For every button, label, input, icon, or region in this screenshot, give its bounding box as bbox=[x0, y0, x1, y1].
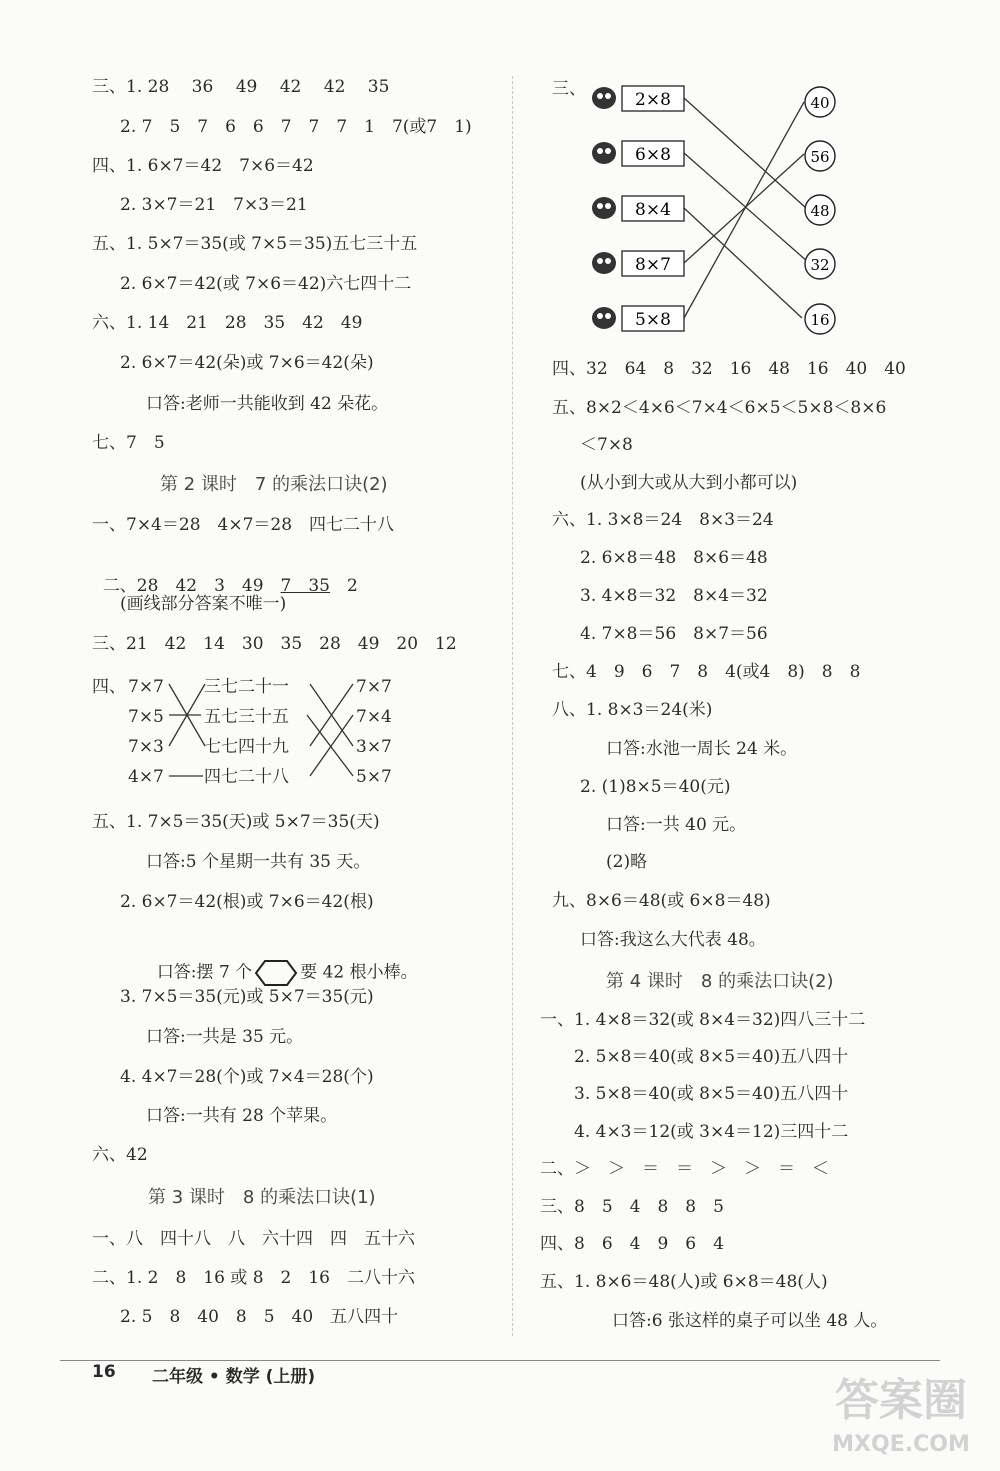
line-6-2: 2. 6×7＝42(朵)或 7×6＝42(朵) bbox=[120, 353, 374, 373]
match-left-2: 7×5 bbox=[128, 707, 164, 727]
line-lesson2-2 bbox=[92, 553, 358, 597]
line-lesson2-5-4: 4. 4×7＝28(个)或 7×4＝28(个) bbox=[120, 1067, 374, 1087]
line-note-underline: (画线部分答案不唯一) bbox=[120, 594, 287, 614]
line-lesson3-2-1: 二、1. 2 8 16 或 8 2 16 二八十六 bbox=[92, 1268, 415, 1288]
right-line-6-4: 4. 7×8＝56 8×7＝56 bbox=[580, 624, 768, 644]
line-answer-days: 口答:5 个星期一共有 35 天。 bbox=[146, 852, 371, 872]
line-lesson2-6: 六、42 bbox=[92, 1145, 148, 1165]
box-text: 6×8 bbox=[635, 145, 671, 165]
section-title-lesson-2: 第 2 课时 7 的乘法口诀(2) bbox=[160, 474, 388, 495]
watermark-sub: MXQE.COM bbox=[832, 1432, 970, 1457]
matching-label: 四、 bbox=[92, 677, 126, 697]
right-lesson4-1-4: 4. 4×3＝12(或 3×4＝12)三四十二 bbox=[574, 1122, 849, 1142]
line-lesson2-1: 一、7×4＝28 4×7＝28 四七二十八 bbox=[92, 515, 395, 535]
right-answer-pool: 口答:水池一周长 24 米。 bbox=[606, 739, 798, 759]
match-left-4: 4×7 bbox=[128, 767, 164, 787]
line-7: 七、7 5 bbox=[92, 433, 165, 453]
page-number: 16 bbox=[92, 1362, 116, 1382]
line-answer-yuan: 口答:一共是 35 元。 bbox=[146, 1027, 304, 1047]
match-right-2: 7×4 bbox=[356, 707, 392, 727]
circle-text: 40 bbox=[810, 94, 830, 112]
line-lesson2-2-text: 二、28 42 3 49 bbox=[102, 576, 281, 596]
box-text: 2×8 bbox=[635, 90, 671, 110]
column-divider bbox=[512, 76, 513, 1336]
right-lesson4-2: 二、＞ ＞ ＝ ＝ ＞ ＞ ＝ ＜ bbox=[540, 1159, 829, 1179]
right-line-5: 五、8×2＜4×6＜7×4＜6×5＜5×8＜8×6 bbox=[552, 398, 887, 418]
right-line-6-1: 六、1. 3×8＝24 8×3＝24 bbox=[552, 510, 774, 530]
line-lesson2-5-2: 2. 6×7＝42(根)或 7×6＝42(根) bbox=[120, 892, 374, 912]
squirrel-icon bbox=[592, 87, 616, 109]
squirrel-icon bbox=[592, 307, 616, 329]
match-left-1: 7×7 bbox=[128, 677, 164, 697]
right-line-8-2-b: (2)略 bbox=[606, 852, 648, 872]
match-right-4: 5×7 bbox=[356, 767, 392, 787]
hexagon-icon bbox=[254, 959, 298, 987]
right-line-6-3: 3. 4×8＝32 8×4＝32 bbox=[580, 586, 768, 606]
right-line-8-1: 八、1. 8×3＝24(米) bbox=[552, 700, 713, 720]
line-lesson2-2-tail: 2 bbox=[329, 576, 358, 596]
right-lesson4-4: 四、8 6 4 9 6 4 bbox=[540, 1234, 724, 1254]
line-4-2: 2. 3×7＝21 7×3＝21 bbox=[120, 195, 308, 215]
line-5-1: 五、1. 5×7＝35(或 7×5＝35)五七三十五 bbox=[92, 234, 418, 254]
book-title: 二年级 • 数学 (上册) bbox=[152, 1367, 316, 1387]
line-3-1: 三、1. 28 36 49 42 42 35 bbox=[92, 77, 390, 97]
connect-line bbox=[684, 98, 806, 208]
circle-text: 56 bbox=[810, 148, 830, 166]
underlined-answer: 7 35 bbox=[280, 576, 330, 596]
match-mid-1: 三七二十一 bbox=[204, 677, 289, 697]
squirrel-icon bbox=[592, 197, 616, 219]
connect-line bbox=[684, 154, 804, 263]
line-lesson2-3: 三、21 42 14 30 35 28 49 20 12 bbox=[92, 634, 457, 654]
connect-line bbox=[684, 208, 802, 318]
right-line-8-2: 2. (1)8×5＝40(元) bbox=[580, 777, 731, 797]
line-6-1: 六、1. 14 21 28 35 42 49 bbox=[92, 313, 363, 333]
right-line-6-2: 2. 6×8＝48 8×6＝48 bbox=[580, 548, 768, 568]
box-text: 8×7 bbox=[635, 255, 671, 275]
watermark-main: 答案圈 bbox=[835, 1375, 967, 1426]
section-title-lesson-4: 第 4 课时 8 的乘法口诀(2) bbox=[606, 971, 834, 992]
right-lesson4-1-3: 3. 5×8＝40(或 8×5＝40)五八四十 bbox=[574, 1084, 849, 1104]
circle-text: 32 bbox=[810, 256, 830, 274]
right-line-7: 七、4 9 6 7 8 4(或4 8) 8 8 bbox=[552, 662, 861, 682]
right-section-3-label: 三、 bbox=[552, 79, 586, 99]
line-3-2: 2. 7 5 7 6 6 7 7 7 1 7(或7 1) bbox=[120, 117, 472, 137]
match-left-3: 7×3 bbox=[128, 737, 164, 757]
squirrel-icon bbox=[592, 142, 616, 164]
right-answer-48: 口答:我这么大代表 48。 bbox=[580, 930, 766, 950]
squirrel-icon bbox=[592, 252, 616, 274]
section-title-lesson-3: 第 3 课时 8 的乘法口诀(1) bbox=[148, 1187, 376, 1208]
line-answer-apples: 口答:一共有 28 个苹果。 bbox=[146, 1106, 338, 1126]
line-lesson3-2-2: 2. 5 8 40 8 5 40 五八四十 bbox=[120, 1307, 399, 1327]
right-answer-total: 口答:一共 40 元。 bbox=[606, 815, 747, 835]
line-lesson2-5-1: 五、1. 7×5＝35(天)或 5×7＝35(天) bbox=[92, 812, 380, 832]
right-answer-tables: 口答:6 张这样的桌子可以坐 48 人。 bbox=[612, 1311, 888, 1331]
right-line-5-cont: ＜7×8 bbox=[580, 435, 633, 455]
match-mid-3: 七七四十九 bbox=[204, 737, 289, 757]
match-right-1: 7×7 bbox=[356, 677, 392, 697]
match-mid-4: 四七二十八 bbox=[204, 767, 289, 787]
line-answer-flowers: 口答:老师一共能收到 42 朵花。 bbox=[146, 394, 389, 414]
right-lesson4-5-1: 五、1. 8×6＝48(人)或 6×8＝48(人) bbox=[540, 1272, 828, 1292]
match-mid-2: 五七三十五 bbox=[204, 707, 289, 727]
box-text: 5×8 bbox=[635, 310, 671, 330]
connect-line bbox=[684, 102, 804, 318]
line-lesson3-1: 一、八 四十八 八 六十四 四 五十六 bbox=[92, 1229, 415, 1249]
answer-sticks-text: 口答:摆 7 个 bbox=[156, 962, 253, 983]
right-line-4: 四、32 64 8 32 16 48 16 40 40 bbox=[552, 359, 906, 379]
circle-text: 16 bbox=[810, 311, 830, 329]
line-5-2: 2. 6×7＝42(或 7×6＝42)六七四十二 bbox=[120, 274, 412, 294]
right-lesson4-1-1: 一、1. 4×8＝32(或 8×4＝32)四八三十二 bbox=[540, 1010, 866, 1030]
circle-text: 48 bbox=[810, 202, 830, 220]
right-lesson4-3: 三、8 5 4 8 8 5 bbox=[540, 1197, 724, 1217]
line-lesson2-5-3: 3. 7×5＝35(元)或 5×7＝35(元) bbox=[120, 987, 374, 1007]
box-text: 8×4 bbox=[635, 200, 671, 220]
answer-sticks-tail: 要 42 根小棒。 bbox=[300, 962, 418, 983]
right-line-note: (从小到大或从大到小都可以) bbox=[580, 473, 798, 493]
right-line-9: 九、8×6＝48(或 6×8＝48) bbox=[552, 891, 771, 911]
multiplication-matching bbox=[588, 78, 848, 348]
right-lesson4-1-2: 2. 5×8＝40(或 8×5＝40)五八四十 bbox=[574, 1047, 849, 1067]
match-right-3: 3×7 bbox=[356, 737, 392, 757]
line-4-1: 四、1. 6×7＝42 7×6＝42 bbox=[92, 156, 314, 176]
line-answer-sticks bbox=[146, 937, 418, 987]
footer-rule bbox=[60, 1360, 940, 1361]
watermark-logo bbox=[816, 1363, 986, 1463]
